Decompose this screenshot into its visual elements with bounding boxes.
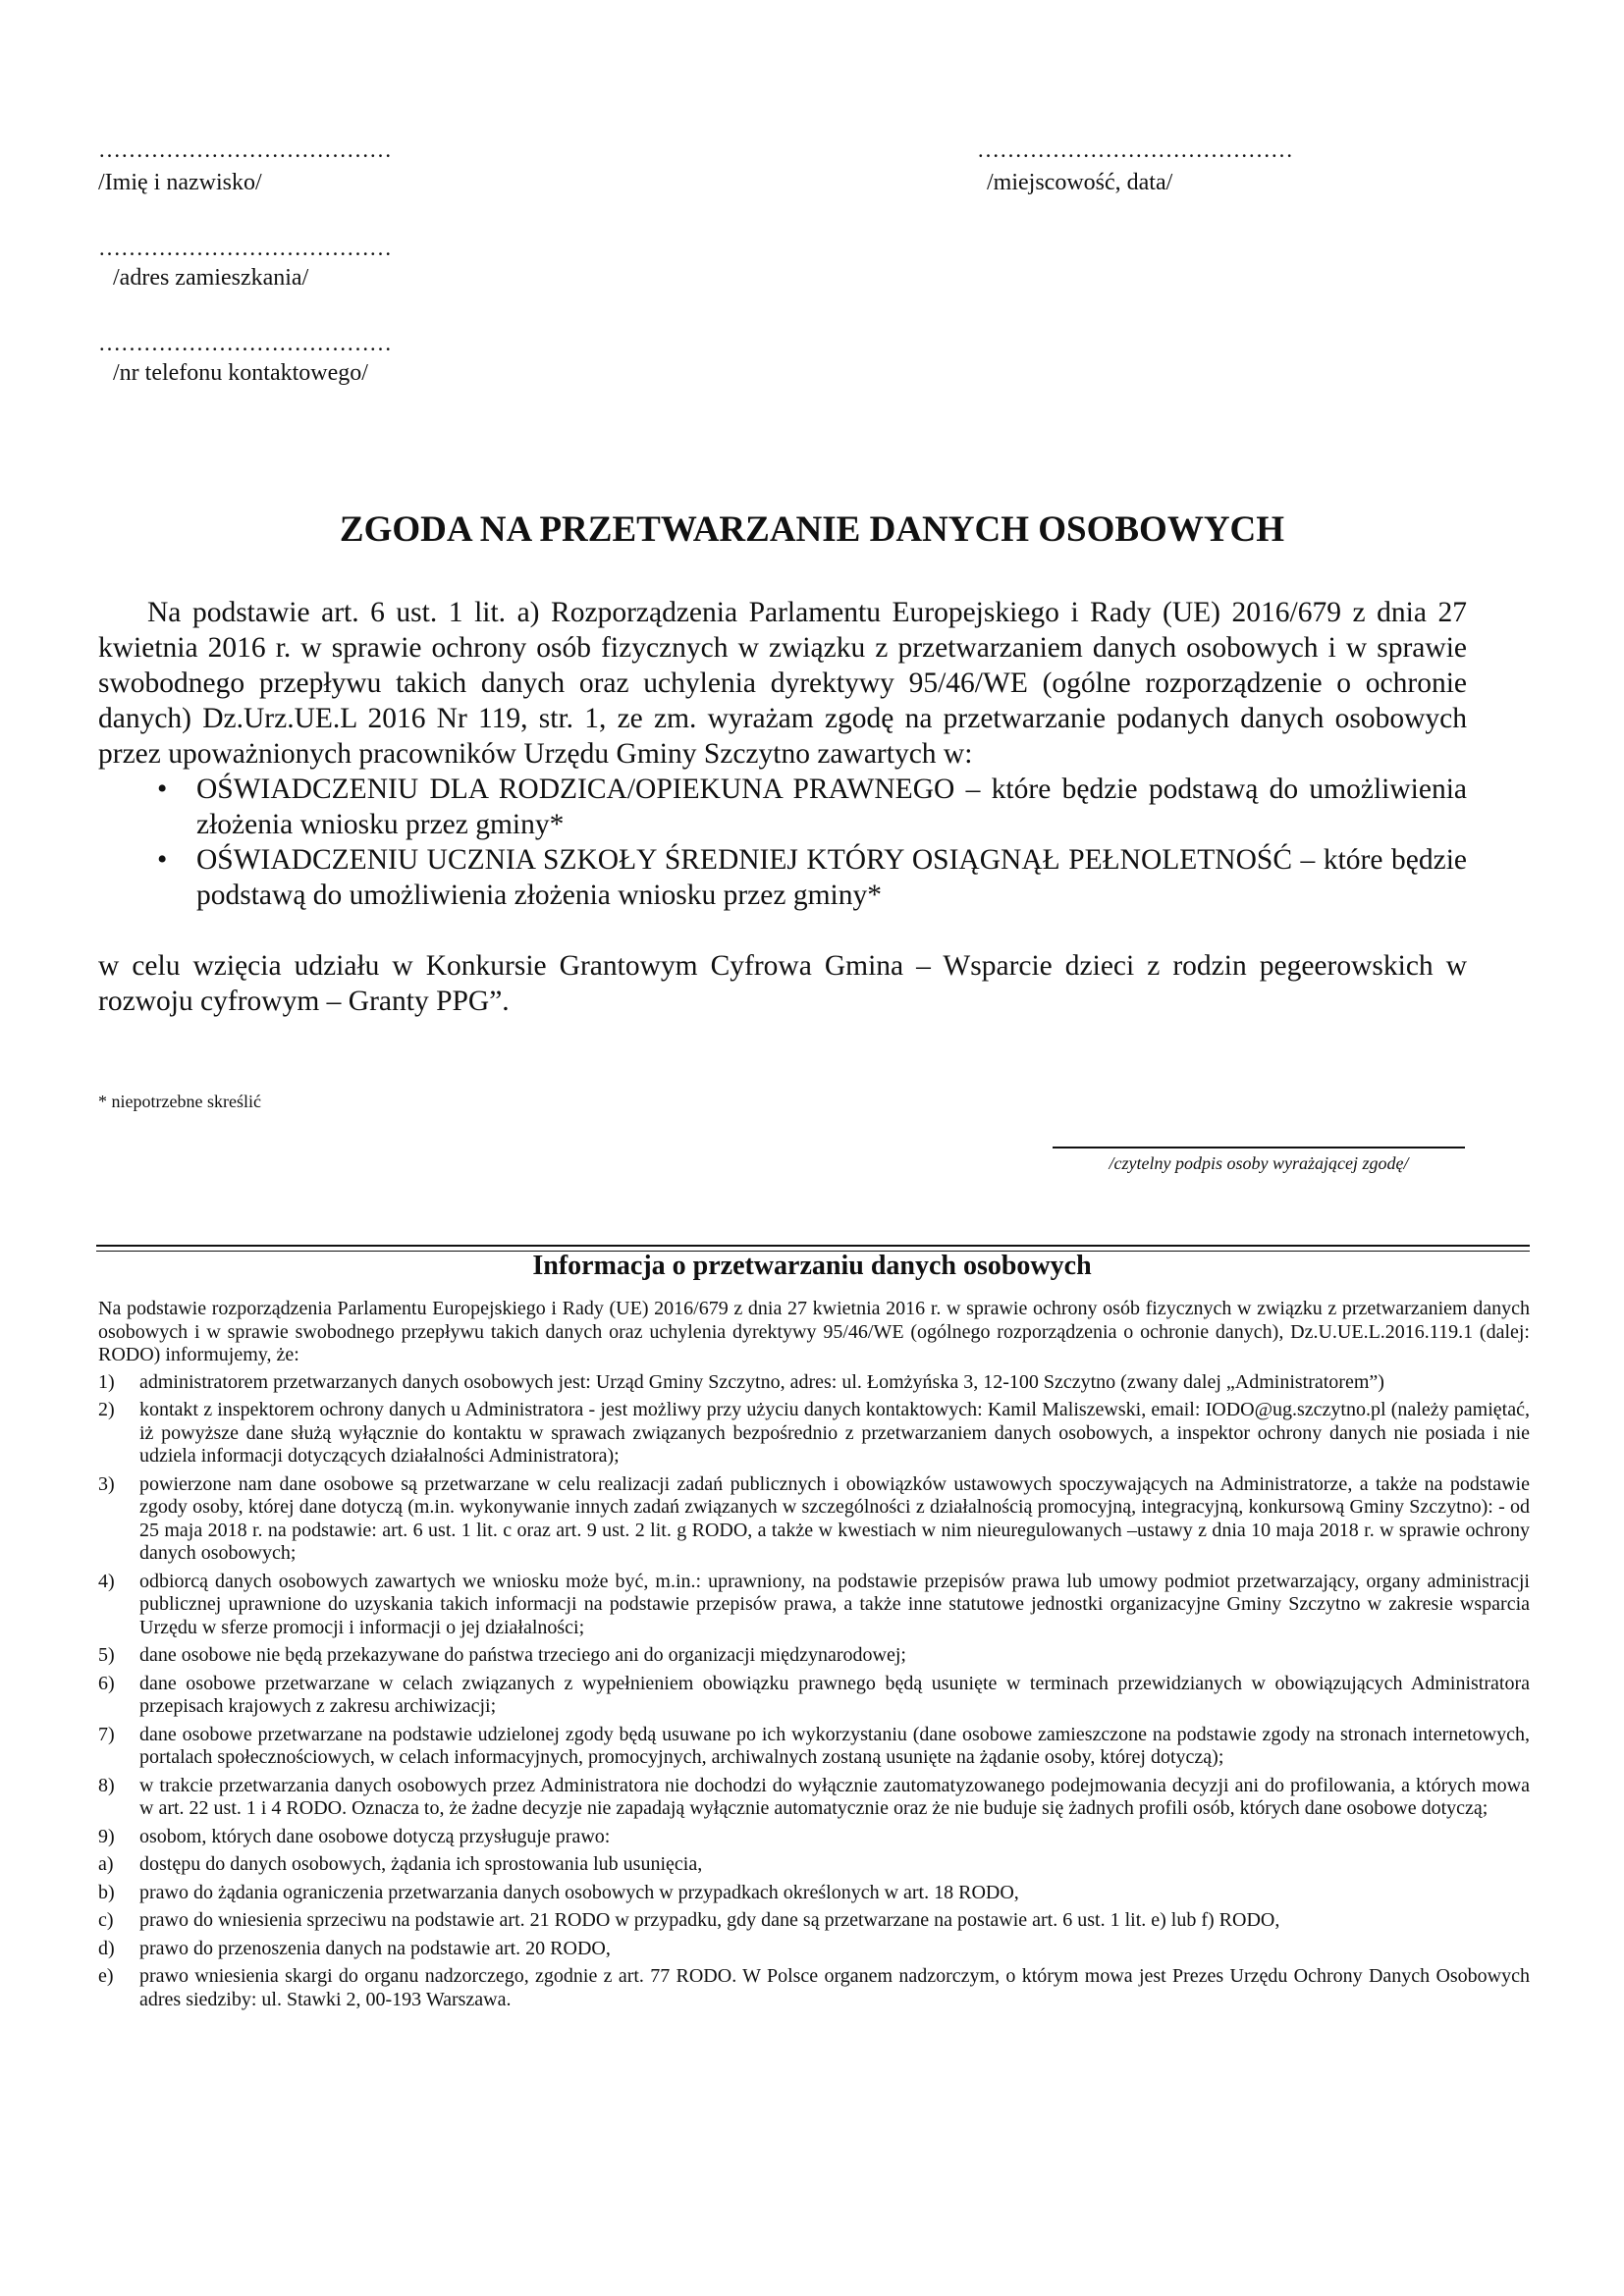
list-item — [98, 1399, 1530, 1468]
list-item — [98, 1882, 1530, 1905]
bullet-icon: • — [157, 774, 168, 805]
phone-dots[interactable]: ………………………………… — [98, 331, 392, 355]
item-number: 5) — [98, 1644, 115, 1666]
consent-list — [98, 772, 1467, 913]
item-text: dostępu do danych osobowych, żądania ich sprostowania lub usunięcia, — [139, 1853, 703, 1875]
list-item — [98, 772, 1467, 842]
item-text: powierzone nam dane osobowe są przetwarzane w celu realizacji zadań publicznych i obowiązków ustawowych spoczywających na Administratorze, a także na podstawie zgody osoby, której dane dotyczą (m.in. wykonywanie innych zadań związanych w szczególności z działalnością promocyjną, integracyjną, konkursową Gminy Szczytno): - od 25 maja 2018 r. na podstawie: art. 6 ust. 1 lit. c oraz art. 9 ust. 2 lit. g RODO, a także w kwestiach w nim nieuregulowanych –ustawy z dnia 10 maja 2018 r. w sprawie ochrony danych osobowych; — [139, 1472, 1530, 1564]
item-number: 9) — [98, 1825, 115, 1847]
item-number: 3) — [98, 1472, 115, 1495]
consent-body — [98, 595, 1467, 1019]
list-item — [98, 1853, 1530, 1877]
address-label: /adres zamieszkania/ — [113, 265, 309, 291]
item-number: 8) — [98, 1774, 115, 1796]
item-number: 1) — [98, 1370, 115, 1393]
name-label: /Imię i nazwisko/ — [98, 170, 262, 195]
item-text: administratorem przetwarzanych danych osobowych jest: Urząd Gminy Szczytno, adres: ul. Łomżyńska 3, 12-100 Szczytno (zwany dalej „Administratorem”) — [139, 1370, 1384, 1393]
list-item — [98, 1826, 1530, 1849]
item-text: dane osobowe przetwarzane w celach związanych z wypełnieniem obowiązku prawnego będą usunięte w terminach przewidzianych w obowiązujących Administratora przepisach krajowych z zakresu archiwizacji; — [139, 1672, 1530, 1717]
item-number: 2) — [98, 1399, 115, 1420]
item-number: d) — [98, 1937, 115, 1959]
list-item — [98, 1775, 1530, 1821]
consent-purpose: w celu wzięcia udziału w Konkursie Grantowym Cyfrowa Gmina – Wsparcie dzieci z rodzin pegeerowskich w rozwoju cyfrowym – Granty PPG”. — [98, 950, 1467, 1017]
item-text: dane osobowe nie będą przekazywane do państwa trzeciego ani do organizacji międzynarodowej; — [139, 1644, 906, 1666]
place-date-label: /miejscowość, data/ — [987, 170, 1173, 195]
item-text: w trakcie przetwarzania danych osobowych przez Administratora nie dochodzi do wyłącznie zautomatyzowanego podejmowania decyzji ani do profilowania, a których mowa w art. 22 ust. 1 i 4 RODO. Oznacza to, że żadne decyzje nie zapadają wyłącznie automatycznie oraz że nie buduje się żadnych profili osób, których dane osobowe dotyczą; — [139, 1774, 1530, 1819]
list-item — [98, 1938, 1530, 1961]
info-intro: Na podstawie rozporządzenia Parlamentu Europejskiego i Rady (UE) 2016/679 z dnia 27 kwietnia 2016 r. w sprawie ochrony osób fizycznych w związku z przetwarzaniem danych osobowych i w sprawie swobodnego przepływu takich danych oraz uchylenia dyrektywy 95/46/WE (ogólnego rozporządzenia o ochronie danych), Dz.U.UE.L.2016.119.1 (dalej: RODO) informujemy, że: — [98, 1298, 1530, 1365]
address-dots[interactable]: ………………………………… — [98, 236, 392, 260]
info-section — [98, 1298, 1530, 2016]
list-item — [98, 1473, 1530, 1566]
item-number: a) — [98, 1853, 114, 1875]
list-item — [98, 1571, 1530, 1640]
item-number: 7) — [98, 1723, 115, 1745]
item-text: prawo wniesienia skargi do organu nadzorczego, zgodnie z art. 77 RODO. W Polsce organem nadzorczym, o którym mowa jest Prezes Urzędu Ochrony Danych Osobowych adres siedziby: ul. Stawki 2, 00-193 Warszawa. — [139, 1965, 1530, 2010]
item-text: kontakt z inspektorem ochrony danych u Administratora - jest możliwy przy użyciu danych kontaktowych: Kamil Maliszewski, email: IODO@ug.szczytno.pl (należy pamiętać, iż powyższe dane służą wyłącznie do kontaktu w sprawach związanych bezpośrednio z przetwarzaniem danych osobowych, a inspektor ochrony danych nie posiada i nie udziela informacji dotyczących działalności Administratora); — [139, 1399, 1530, 1467]
phone-label: /nr telefonu kontaktowego/ — [113, 360, 368, 386]
item-number: c) — [98, 1909, 114, 1931]
list-item — [98, 1909, 1530, 1933]
page-title: ZGODA NA PRZETWARZANIE DANYCH OSOBOWYCH — [339, 509, 1285, 550]
item-text: odbiorcą danych osobowych zawartych we wniosku może być, m.in.: uprawniony, na podstawie przepisów prawa lub umowy podmiot przetwarzający, organy administracji publicznej uprawnione do uzyskania takich informacji na podstawie przepisów prawa, a także inne statutowe jednostki organizacyjne Gminy Szczytno w zakresie wsparcia Urzędu w sferze promocji i informacji o jej działalności; — [139, 1570, 1530, 1638]
list-item — [98, 1724, 1530, 1770]
bullet-text: OŚWIADCZENIU UCZNIA SZKOŁY ŚREDNIEJ KTÓRY OSIĄGNĄŁ PEŁNOLETNOŚĆ – które będzie podstawą do umożliwienia złożenia wniosku przez gminy* — [196, 844, 1467, 911]
consent-intro: Na podstawie art. 6 ust. 1 lit. a) Rozporządzenia Parlamentu Europejskiego i Rady (UE) 2016/679 z dnia 27 kwietnia 2016 r. w sprawie ochrony osób fizycznych w związku z przetwarzaniem danych osobowych i w sprawie swobodnego przepływu takich danych oraz uchylenia dyrektywy 95/46/WE (ogólne rozporządzenie o ochronie danych) Dz.Urz.UE.L 2016 Nr 119, str. 1, ze zm. wyrażam zgodę na przetwarzanie podanych danych osobowych przez upoważnionych pracowników Urzędu Gminy Szczytno zawartych w: — [98, 597, 1467, 770]
bullet-icon: • — [157, 844, 168, 876]
info-list — [98, 1371, 1530, 2012]
divider — [96, 1245, 1530, 1247]
place-date-dots[interactable]: …………………………………… — [977, 137, 1293, 162]
bullet-text: OŚWIADCZENIU DLA RODZICA/OPIEKUNA PRAWNEGO – które będzie podstawą do umożliwienia złożenia wniosku przez gminy* — [196, 774, 1467, 840]
name-dots[interactable]: ………………………………… — [98, 137, 392, 162]
item-number: 4) — [98, 1570, 115, 1592]
item-text: prawo do wniesienia sprzeciwu na podstawie art. 21 RODO w przypadku, gdy dane są przetwarzane na postawie art. 6 ust. 1 lit. e) lub f) RODO, — [139, 1909, 1280, 1931]
signature-label: /czytelny podpis osoby wyrażającej zgodę/ — [1109, 1153, 1409, 1173]
item-number: e) — [98, 1965, 114, 1987]
info-title: Informacja o przetwarzaniu danych osobowych — [532, 1251, 1092, 1281]
item-text: prawo do żądania ograniczenia przetwarzania danych osobowych w przypadkach określonych w art. 18 RODO, — [139, 1881, 1019, 1903]
item-text: dane osobowe przetwarzane na podstawie udzielonej zgody będą usuwane po ich wykorzystaniu (dane osobowe zamieszczone na podstawie zgody na stronach internetowych, portalach społecznościowych, w celach informacyjnych, promocyjnych, archiwalnych zostaną usunięte na żądanie osoby, której dotyczą); — [139, 1723, 1530, 1768]
list-item — [98, 1673, 1530, 1719]
item-number: 6) — [98, 1672, 115, 1694]
item-text: prawo do przenoszenia danych na podstawie art. 20 RODO, — [139, 1937, 611, 1959]
list-item — [98, 1965, 1530, 2011]
item-number: b) — [98, 1881, 115, 1903]
item-text: osobom, których dane osobowe dotyczą przysługuje prawo: — [139, 1825, 611, 1847]
footnote: * niepotrzebne skreślić — [98, 1092, 261, 1111]
list-item — [98, 842, 1467, 913]
list-item — [98, 1371, 1530, 1395]
signature-line[interactable] — [1053, 1147, 1465, 1148]
list-item — [98, 1644, 1530, 1668]
